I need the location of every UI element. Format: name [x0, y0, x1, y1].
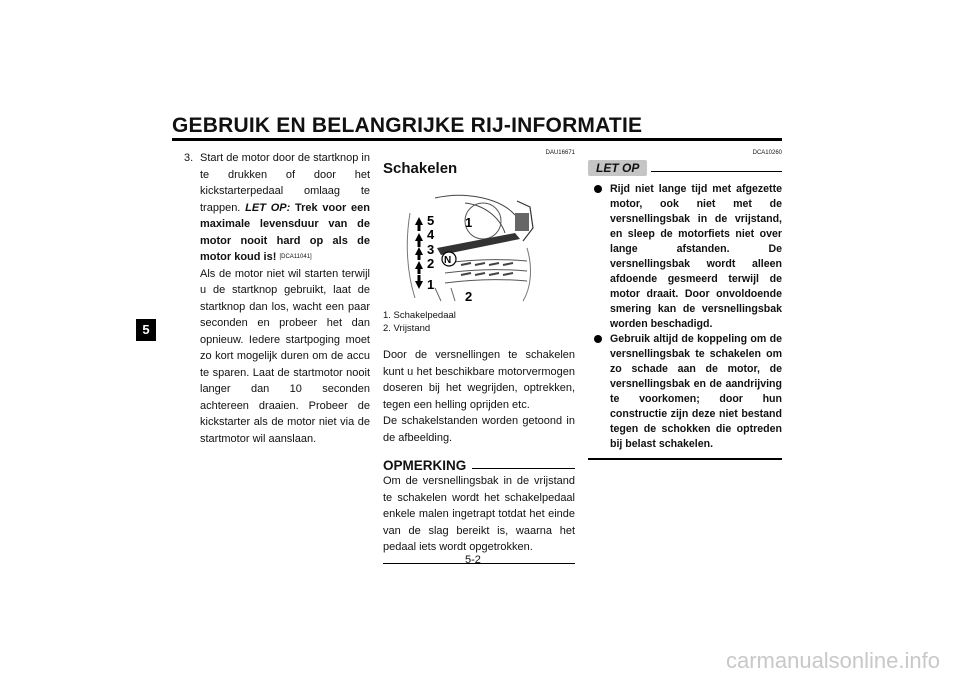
note-text: Om de versnellingsbak in de vrijstand te schakelen wordt het schakelpedaal enkele malen ingetrapt totdat het einde van de slag bereikt is, waarna het pedaal iets wordt opgetrokken. — [383, 475, 575, 553]
note-title: OPMERKING — [383, 458, 467, 473]
gear-shift-figure — [405, 193, 535, 303]
start-procedure-column — [184, 150, 370, 447]
gear-1-label: 1 — [427, 277, 435, 292]
caution-label: LET OP: — [245, 201, 291, 214]
page-title: GEBRUIK EN BELANGRIJKE RIJ-INFORMATIE — [172, 114, 643, 137]
caution-list — [588, 182, 782, 452]
caution-bottom-rule — [588, 458, 782, 460]
step-number: 3. — [184, 152, 194, 164]
step-paragraph: Als de motor niet wil starten terwijl u de startknop gebruikt, laat de startknop dan los, wacht een paar seconden en probeer het dan opnieuw. Iedere startpoging moet zo kort mogelijk duren om de accu te sparen. Laat de startmotor nooit langer dan 10 seconden achtereen draaien. Probeer de kickstarter als de motor niet via de startmotor wil aanslaan. — [200, 267, 370, 445]
gear-2-label: 2 — [427, 256, 435, 271]
caution-column — [588, 150, 782, 460]
neutral-label: N — [444, 255, 452, 266]
shifting-column — [383, 150, 575, 564]
figure-captions — [383, 309, 575, 335]
chapter-tab: 5 — [136, 319, 156, 341]
callout-2: 2 — [465, 289, 473, 303]
caption-item: 1. Schakelpedaal — [383, 310, 456, 321]
title-rule — [172, 138, 782, 141]
list-item-text: Gebruik altijd de koppeling om de versnellingsbak te schakelen om zo schade aan de motor, de versnellingsbak en de aandrijving te voorkomen; door hun constructie zijn deze niet bestand tegen de schokken die optreden bij belast schakelen. — [610, 333, 782, 450]
gear-3-label: 3 — [427, 242, 435, 257]
list-item-text: Rijd niet lange tijd met afgezette motor, ook niet met de versnellingsbak in de vrijstand, en sleep de motorfiets niet over lange afstanden. De versnellingsbak wordt alleen afdoende gesmeerd terwijl de motor draait. Door onvoldoende smering kan de versnellingsbak worden beschadigd. — [610, 183, 782, 330]
reference-code: [DCA11041] — [279, 254, 312, 260]
section-code: DAU16671 — [545, 150, 575, 156]
note-header — [383, 458, 575, 473]
step-body — [200, 150, 370, 447]
note-rule — [472, 468, 575, 469]
bullet-icon — [594, 335, 602, 343]
step-text: Start de motor door de startknop in te drukken of door het kickstarterpedaal omlaag te trappen. — [200, 152, 370, 214]
list-item — [588, 332, 782, 452]
section-title: Schakelen — [383, 160, 458, 177]
gear-5-label: 5 — [427, 213, 435, 228]
watermark: carmanualsonline.info — [725, 648, 940, 673]
caption-item: 2. Vrijstand — [383, 323, 431, 334]
caution-rule — [651, 171, 782, 172]
paragraph: De schakelstanden worden getoond in de afbeelding. — [383, 415, 575, 444]
caution-header — [588, 160, 782, 176]
page-number: 5-2 — [465, 554, 481, 566]
body-text — [383, 347, 575, 446]
caution-text: Trek voor een maximale levensduur van de motor nooit hard op als de motor koud is! — [200, 201, 370, 264]
caution-code: DCA10260 — [752, 150, 782, 156]
gear-4-label: 4 — [427, 227, 435, 242]
paragraph: Door de versnellingen te schakelen kunt u het beschikbare motorvermogen doseren bij het wegrijden, optrekken, tegen een helling oprijden etc. — [383, 349, 575, 411]
list-item — [588, 182, 782, 332]
shift-pattern-diagram — [405, 193, 535, 303]
callout-1: 1 — [465, 215, 473, 230]
caution-badge: LET OP — [588, 160, 647, 176]
bullet-icon — [594, 185, 602, 193]
